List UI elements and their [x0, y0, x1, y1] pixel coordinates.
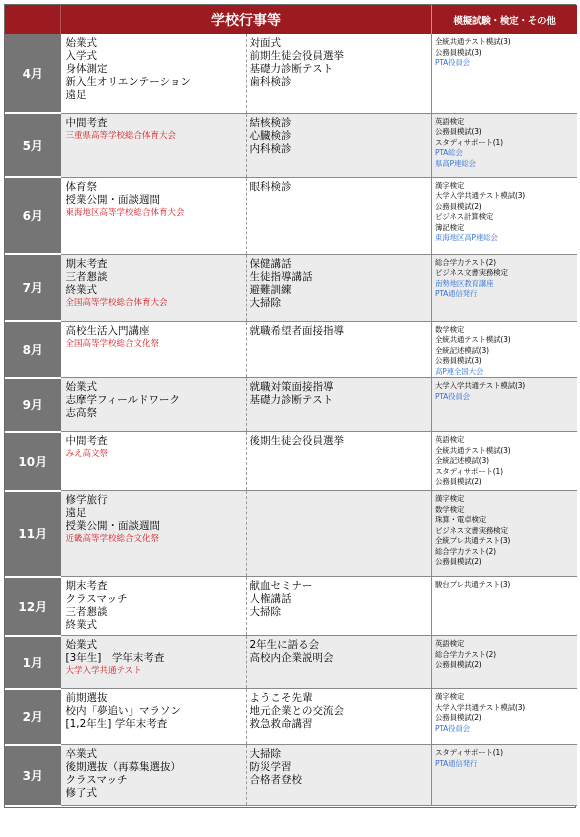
c1-item: 三重県高等学校総合体育大会	[65, 130, 177, 141]
c1-item: 中間考査	[65, 116, 108, 129]
c3-item: 公務員模試(3)	[435, 356, 482, 365]
school-events-cell-main	[61, 177, 247, 254]
c1-item: [3年生] 学年末考査	[65, 652, 165, 664]
school-events-cell-sub	[246, 432, 432, 491]
c2-item: 就職希望者面接指導	[249, 324, 344, 337]
c1-item: 期末考査	[65, 580, 108, 592]
c3-item: 全統プレ共通テスト(3)	[435, 536, 511, 545]
c1-item: 授業公開・面談週間	[65, 520, 160, 532]
c3-item: ビジネス計算検定	[435, 212, 494, 221]
c1-item: 全国高等学校総合体育大会	[65, 297, 168, 308]
school-events-cell-sub	[246, 321, 432, 378]
c1-item: 前期選抜	[65, 692, 108, 704]
c2-item: 基礎力診断テスト	[249, 394, 334, 406]
school-events-cell-main	[61, 689, 247, 745]
c1-item: 遠足	[65, 89, 87, 101]
c3-item: 全統記述模試(3)	[435, 345, 489, 355]
c1-item: 東海地区高等学校総合体育大会	[65, 207, 185, 218]
c3-item: 東海地区高P連総会	[435, 233, 498, 242]
c3-item: 南勢地区教育講座	[435, 278, 494, 288]
c3-item: 公務員模試(2)	[435, 660, 482, 669]
exams-cell	[432, 113, 578, 177]
c3-item: 駿台プレ共通テスト(3)	[435, 580, 511, 589]
exams-cell	[432, 254, 578, 321]
header-school-events: 学校行事等	[61, 5, 432, 34]
c2-item: 結核検診	[249, 116, 292, 129]
c1-item: 始業式	[65, 37, 97, 49]
c3-item: 英語検定	[435, 435, 465, 444]
c3-item: 英語検定	[435, 639, 465, 648]
school-events-cell-sub	[246, 113, 432, 177]
school-events-cell-main	[61, 636, 247, 689]
c1-item: 高校生活入門講座	[65, 324, 150, 337]
school-events-cell-main	[61, 321, 247, 378]
school-events-cell-sub	[246, 577, 432, 636]
c2-item: 合格者登校	[249, 774, 302, 786]
c3-item: 数学検定	[435, 504, 465, 514]
school-events-cell-main	[61, 745, 247, 806]
school-events-cell-sub	[246, 491, 432, 577]
header-corner	[5, 5, 61, 34]
table-header-row	[5, 5, 577, 34]
c3-item: 高P連全国大会	[435, 366, 484, 376]
c1-item: 始業式	[65, 381, 97, 393]
month-label: 6月	[5, 177, 61, 254]
c1-item: 授業公開・面談週間	[65, 193, 160, 206]
exams-cell	[432, 432, 578, 491]
c3-item: PTA総会	[435, 148, 463, 157]
school-events-cell-sub	[246, 745, 432, 806]
table-row	[5, 689, 577, 745]
c1-item: 三者懇談	[65, 606, 108, 618]
c1-item: クラスマッチ	[65, 593, 128, 605]
school-events-cell-main	[61, 491, 247, 577]
c3-item: 漢字検定	[435, 494, 465, 503]
school-events-cell-sub	[246, 378, 432, 432]
c3-item: 大学入学共通テスト模試(3)	[435, 702, 526, 712]
c1-item: 後期選抜（再募集選抜）	[65, 761, 181, 773]
exams-cell	[432, 378, 578, 432]
school-events-cell-main	[61, 34, 247, 113]
table-row	[5, 113, 577, 177]
table-row	[5, 745, 577, 806]
month-label: 4月	[5, 34, 61, 113]
c1-item: 中間考査	[65, 435, 108, 447]
c2-item: 防災学習	[249, 761, 292, 773]
month-label: 5月	[5, 113, 61, 177]
c1-item: みえ高文祭	[65, 449, 109, 459]
month-label: 11月	[5, 491, 61, 577]
c2-item: 内科検診	[249, 142, 292, 155]
c3-item: 全統共通テスト模試(3)	[435, 37, 511, 46]
c3-item: ビジネス文書実務検定	[435, 268, 508, 277]
c1-item: 新入生オリエンテーション	[65, 76, 191, 88]
exams-cell	[432, 577, 578, 636]
c2-item: 生徒指導講話	[249, 270, 313, 283]
exams-cell	[432, 636, 578, 689]
c3-item: 公務員模試(2)	[435, 477, 482, 486]
school-events-cell-sub	[246, 636, 432, 689]
c2-item: 眼科検診	[249, 180, 292, 193]
c2-item: 人権講話	[249, 593, 292, 605]
c3-item: PTA役員会	[435, 58, 470, 67]
c2-item: 前期生徒会役員選挙	[249, 50, 344, 62]
table-row	[5, 177, 577, 254]
c3-item: 漢字検定	[435, 180, 465, 190]
c3-item: 総合学力テスト(2)	[435, 546, 496, 556]
c1-item: 大学入学共通テスト	[65, 666, 142, 676]
school-events-cell-main	[61, 378, 247, 432]
c2-item: ようこそ先輩	[249, 692, 313, 704]
month-label: 8月	[5, 321, 61, 378]
month-label: 9月	[5, 378, 61, 432]
c1-item: 志摩学フィールドワーク	[65, 394, 180, 406]
c3-item: PTA役員会	[435, 391, 470, 401]
c1-item: 終業式	[65, 283, 97, 296]
month-label: 7月	[5, 254, 61, 321]
table-row	[5, 432, 577, 491]
month-label: 2月	[5, 689, 61, 745]
school-events-cell-main	[61, 432, 247, 491]
c1-item: 三者懇談	[65, 270, 108, 283]
table-row	[5, 321, 577, 378]
c1-item: 卒業式	[65, 748, 97, 760]
month-label: 10月	[5, 432, 61, 491]
c1-item: クラスマッチ	[65, 774, 128, 786]
month-label: 3月	[5, 745, 61, 806]
c2-item: 就職対策面接指導	[249, 381, 334, 393]
c3-item: 総合学力テスト(2)	[435, 649, 496, 659]
school-events-cell-main	[61, 577, 247, 636]
c3-item: 公務員模試(3)	[435, 127, 482, 136]
c1-item: 全国高等学校総合文化祭	[65, 338, 160, 349]
c2-item: 救急救命講習	[249, 718, 313, 730]
c1-item: [1,2年生] 学年末考査	[65, 718, 168, 730]
c3-item: スタディサポート(1)	[435, 748, 503, 757]
c1-item: 修了式	[65, 787, 97, 799]
c3-item: 大学入学共通テスト模試(3)	[435, 191, 526, 200]
c2-item: 歯科検診	[249, 76, 292, 88]
school-events-cell-main	[61, 254, 247, 321]
c3-item: ビジネス文書実務検定	[435, 525, 508, 535]
exams-cell	[432, 34, 578, 113]
c3-item: PTA通信発行	[435, 289, 478, 298]
school-events-table	[5, 5, 577, 807]
c3-item: 全統記述模試(3)	[435, 456, 489, 465]
c3-item: 公務員模試(2)	[435, 201, 482, 211]
c3-item: スタディサポート(1)	[435, 466, 503, 476]
c2-item: 後期生徒会役員選挙	[249, 435, 344, 447]
c1-item: 近畿高等学校総合文化祭	[65, 534, 160, 544]
school-events-cell-sub	[246, 689, 432, 745]
c3-item: 英語検定	[435, 116, 465, 126]
c1-item: 始業式	[65, 639, 97, 651]
c2-item: 保健講話	[249, 257, 292, 270]
exams-cell	[432, 177, 578, 254]
c1-item: 期末考査	[65, 257, 108, 270]
c2-item: 避難訓練	[249, 283, 292, 296]
c2-item: 基礎力診断テスト	[249, 63, 334, 75]
c2-item: 2年生に語る会	[249, 639, 320, 651]
c3-item: 総合学力テスト(2)	[435, 257, 496, 267]
school-events-cell-sub	[246, 177, 432, 254]
school-events-cell-main	[61, 113, 247, 177]
c3-item: 公務員模試(3)	[435, 47, 482, 57]
table-row	[5, 254, 577, 321]
table-row	[5, 491, 577, 577]
school-events-cell-sub	[246, 254, 432, 321]
c2-item: 対面式	[249, 37, 281, 49]
c1-item: 校内「夢追い」マラソン	[65, 705, 181, 717]
c3-item: 漢字検定	[435, 692, 465, 701]
c2-item: 大掃除	[249, 748, 281, 760]
exams-cell	[432, 321, 578, 378]
table-row	[5, 378, 577, 432]
c3-item: 県高P連総会	[435, 158, 476, 168]
c1-item: 志高祭	[65, 407, 97, 419]
c1-item: 入学式	[65, 50, 97, 62]
c1-item: 身体測定	[65, 63, 108, 75]
c3-item: 大学入学共通テスト模試(3)	[435, 381, 526, 390]
c2-item: 高校内企業説明会	[249, 652, 334, 664]
c2-item: 心臓検診	[249, 129, 292, 142]
c3-item: 数学検定	[435, 324, 465, 334]
school-events-table-wrapper	[4, 4, 576, 808]
table-row	[5, 636, 577, 689]
c2-item: 地元企業との交流会	[249, 705, 344, 717]
exams-cell	[432, 491, 578, 577]
c3-item: 全統共通テスト模試(3)	[435, 335, 511, 344]
c3-item: PTA通信発行	[435, 758, 478, 768]
c3-item: 珠算・電卓検定	[435, 515, 487, 524]
c2-item: 献血セミナー	[249, 580, 313, 592]
table-row	[5, 34, 577, 113]
c1-item: 修学旅行	[65, 494, 108, 506]
exams-cell	[432, 689, 578, 745]
c1-item: 遠足	[65, 507, 87, 519]
c3-item: 公務員模試(2)	[435, 557, 482, 566]
month-label: 12月	[5, 577, 61, 636]
c2-item: 大掃除	[249, 606, 281, 618]
c3-item: 公務員模試(2)	[435, 713, 482, 722]
c3-item: 全統共通テスト模試(3)	[435, 445, 511, 455]
c2-item: 大掃除	[249, 296, 281, 309]
c1-item: 終業式	[65, 619, 97, 631]
exams-cell	[432, 745, 578, 806]
c3-item: 簿記検定	[435, 222, 465, 232]
c1-item: 体育祭	[65, 180, 97, 193]
school-events-cell-sub	[246, 34, 432, 113]
c3-item: スタディサポート(1)	[435, 137, 503, 147]
c3-item: PTA役員会	[435, 723, 470, 733]
month-label: 1月	[5, 636, 61, 689]
table-row	[5, 577, 577, 636]
header-exams-tests-other: 模擬試験・検定・その他	[432, 5, 578, 34]
